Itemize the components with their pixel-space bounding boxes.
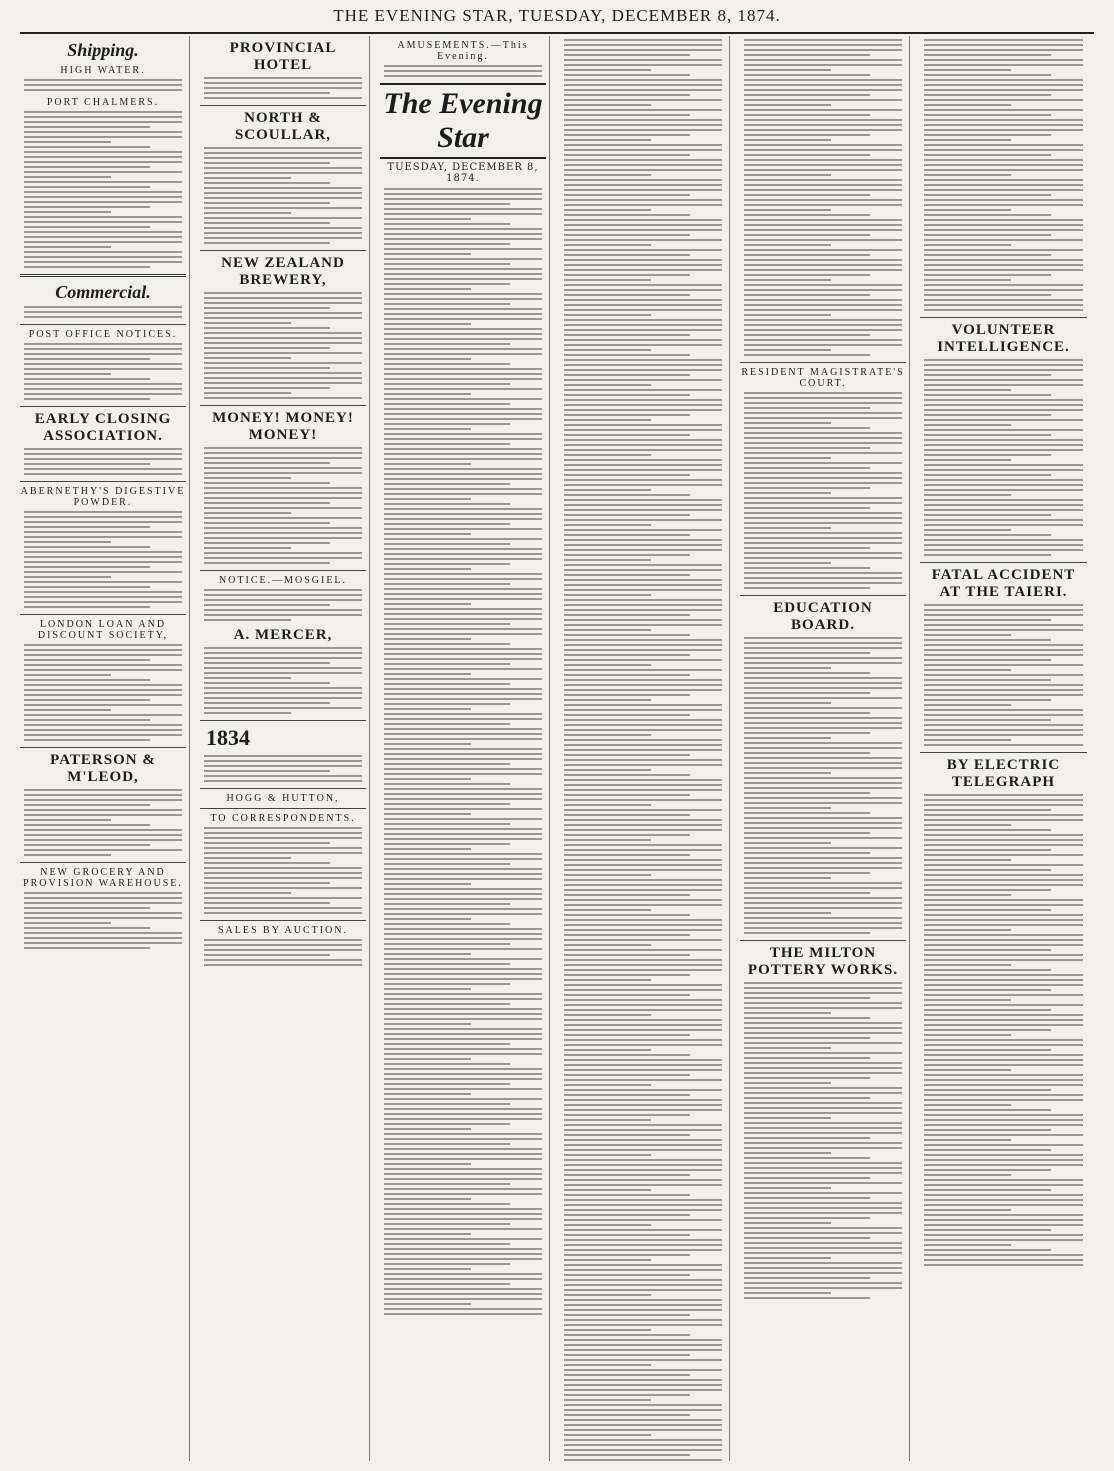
text-block — [384, 188, 542, 1315]
column-4 — [560, 36, 730, 1461]
mercer-heading: A. MERCER, — [233, 627, 333, 643]
text-block — [204, 77, 362, 99]
fatal-accident-heading: FATAL ACCIDENT AT THE TAIERI. — [931, 567, 1076, 600]
paper-date: TUESDAY, DECEMBER 8, 1874. — [387, 162, 539, 184]
paterson-heading: PATERSON & M'LEOD, — [50, 752, 156, 785]
text-block — [744, 982, 902, 1299]
column-6 — [920, 36, 1090, 1461]
text-block — [24, 79, 182, 91]
auction-heading: SALES BY AUCTION. — [217, 925, 349, 936]
grocery-heading: NEW GROCERY AND PROVISION WAREHOUSE. — [23, 867, 183, 889]
text-block — [24, 111, 182, 268]
abernethy-heading: ABERNETHY'S DIGESTIVE POWDER. — [20, 486, 186, 508]
shipping-heading: Shipping. — [67, 40, 139, 60]
text-block — [24, 343, 182, 400]
text-block — [744, 39, 902, 356]
column-1 — [20, 36, 190, 1461]
text-block — [24, 511, 182, 608]
text-block — [924, 359, 1083, 556]
text-block — [744, 392, 902, 589]
brewery-heading: NEW ZEALAND BREWERY, — [221, 255, 345, 288]
port-chalmers-heading: PORT CHALMERS. — [46, 97, 160, 108]
provincial-hotel-heading: PROVINCIAL HOTEL — [229, 40, 337, 73]
early-closing-heading: EARLY CLOSING ASSOCIATION. — [34, 411, 172, 444]
commercial-heading: Commercial. — [55, 282, 151, 302]
text-block — [924, 604, 1083, 746]
text-block — [204, 647, 362, 714]
volunteer-heading: VOLUNTEER INTELLIGENCE. — [937, 322, 1070, 355]
milton-pottery-heading: THE MILTON POTTERY WORKS. — [747, 945, 899, 978]
loan-society-heading: LONDON LOAN AND DISCOUNT SOCIETY, — [37, 619, 169, 641]
paper-title-block — [380, 83, 546, 184]
newspaper-page — [20, 36, 1094, 1461]
page-masthead: THE EVENING STAR, TUESDAY, DECEMBER 8, 1874. — [20, 6, 1094, 34]
text-block — [24, 448, 182, 475]
education-board-heading: EDUCATION BOARD. — [773, 600, 873, 633]
resident-magistrate-heading: RESIDENT MAGISTRATE'S COURT. — [741, 367, 905, 389]
paper-title: The Evening Star — [380, 83, 546, 159]
text-block — [204, 147, 362, 244]
text-block — [924, 39, 1083, 311]
text-block — [24, 306, 182, 318]
text-block — [204, 589, 362, 621]
text-block — [384, 65, 542, 77]
text-block — [204, 827, 362, 914]
text-block — [744, 637, 902, 934]
hogg-heading: HOGG & HUTTON, — [226, 793, 340, 804]
high-water-heading: HIGH WATER. — [60, 65, 146, 76]
text-block — [204, 292, 362, 399]
text-block — [924, 794, 1083, 1266]
text-block — [24, 789, 182, 856]
text-block — [24, 644, 182, 741]
text-block — [204, 755, 362, 782]
text-block — [564, 39, 722, 1461]
notice-heading: NOTICE.—MOSGIEL. — [218, 575, 348, 586]
text-block — [24, 892, 182, 949]
correspondents-heading: TO CORRESPONDENTS. — [210, 813, 356, 824]
column-5 — [740, 36, 910, 1461]
amusements-heading: AMUSEMENTS.—This Evening. — [397, 40, 529, 62]
year-1834: 1834 — [206, 725, 250, 750]
post-office-heading: POST OFFICE NOTICES. — [28, 329, 178, 340]
text-block — [204, 939, 362, 966]
north-scoullar-heading: NORTH & SCOULLAR, — [234, 110, 332, 143]
text-block — [204, 447, 362, 564]
money-heading: MONEY! MONEY! MONEY! — [212, 410, 354, 443]
column-2 — [200, 36, 370, 1461]
column-3 — [380, 36, 550, 1461]
telegraph-heading: BY ELECTRIC TELEGRAPH — [946, 757, 1061, 790]
